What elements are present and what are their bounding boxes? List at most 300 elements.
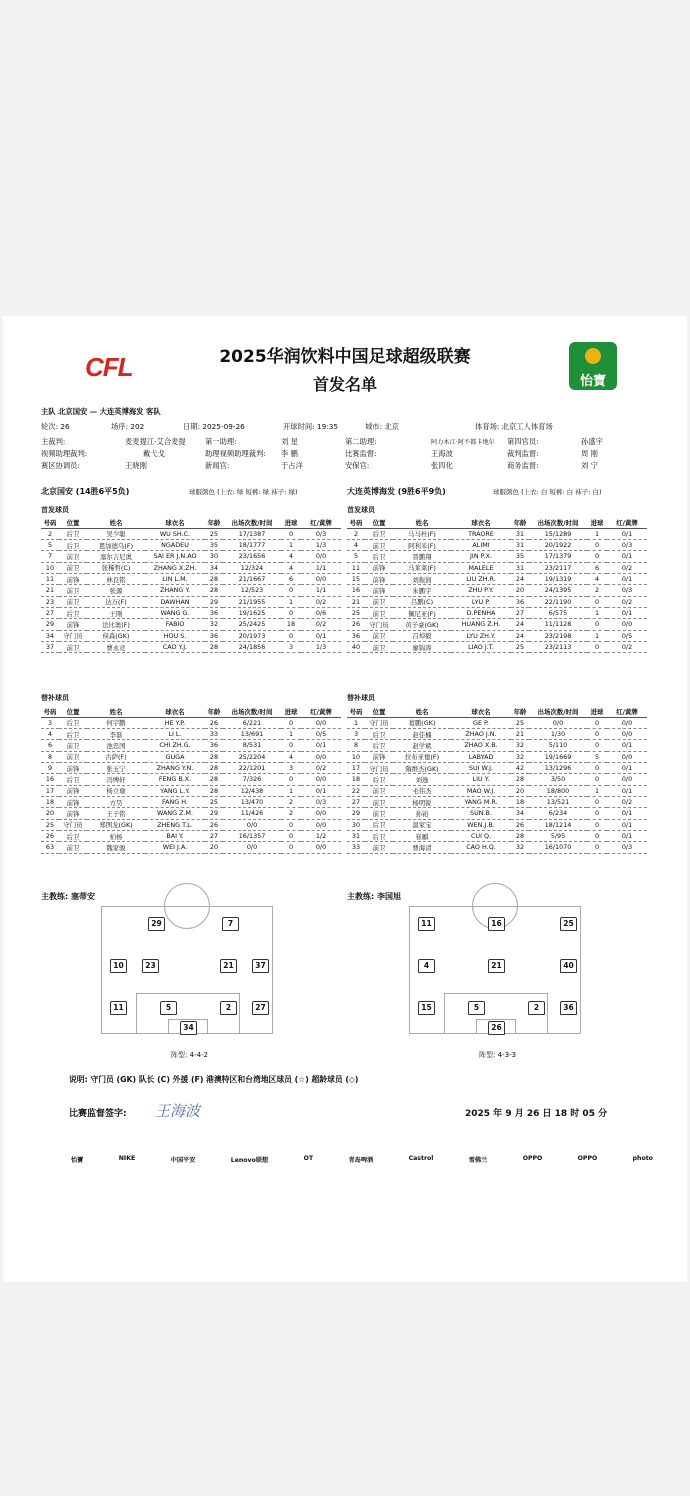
player-cell: 28 bbox=[205, 573, 223, 584]
player-cell: 后卫 bbox=[59, 717, 87, 728]
player-cell: 9 bbox=[41, 762, 59, 773]
player-cell: 35 bbox=[511, 551, 529, 562]
label: 第四官员: bbox=[507, 437, 539, 446]
player-cell: 11/426 bbox=[223, 808, 281, 819]
player-cell: 18 bbox=[511, 796, 529, 807]
player-cell: 赵佳楠 bbox=[393, 728, 451, 739]
player-cell: 23 bbox=[41, 596, 59, 607]
player-cell: 19/1669 bbox=[529, 751, 587, 762]
shirt-icon: 11 bbox=[110, 1001, 127, 1015]
player-cell: 前锋 bbox=[59, 573, 87, 584]
player-cell: 25 bbox=[205, 796, 223, 807]
player-cell: 0/2 bbox=[607, 796, 647, 807]
player-cell: 前锋 bbox=[365, 573, 393, 584]
player-cell: 0 bbox=[281, 842, 301, 853]
player-row bbox=[347, 785, 647, 796]
player-cell: HUANG Z.H. bbox=[451, 619, 511, 630]
player-cell: 23/1656 bbox=[223, 551, 281, 562]
round: 轮次: 26 bbox=[41, 422, 70, 431]
column-header: 年龄 bbox=[511, 517, 529, 528]
player-cell: 1/3 bbox=[301, 539, 341, 550]
column-header: 姓名 bbox=[393, 706, 451, 717]
player-cell: 阿利米(F) bbox=[393, 539, 451, 550]
player-cell: 13/1296 bbox=[529, 762, 587, 773]
home-formation: 阵型: 4-4-2 bbox=[171, 1051, 208, 1059]
column-header: 号码 bbox=[347, 706, 365, 717]
player-cell: 0/1 bbox=[607, 830, 647, 841]
player-cell: 毛伟杰 bbox=[393, 785, 451, 796]
column-header: 出场次数/时间 bbox=[529, 706, 587, 717]
player-cell: LIU ZH.R. bbox=[451, 573, 511, 584]
player-cell: 0/1 bbox=[607, 573, 647, 584]
player-cell: 前锋 bbox=[59, 808, 87, 819]
column-header: 出场次数/时间 bbox=[223, 517, 281, 528]
player-cell: 0 bbox=[587, 830, 607, 841]
player-cell: LYU ZH.Y. bbox=[451, 630, 511, 641]
player-cell: LIN L.M. bbox=[145, 573, 205, 584]
sponsor-logo: Castrol bbox=[408, 1155, 434, 1162]
player-cell: 25 bbox=[205, 528, 223, 539]
shirt-icon: 2 bbox=[220, 1001, 237, 1015]
player-cell: BAI Y. bbox=[145, 830, 205, 841]
player-cell: 29 bbox=[205, 596, 223, 607]
away-coach bbox=[347, 891, 401, 902]
player-row bbox=[41, 842, 341, 853]
player-cell: 1 bbox=[281, 785, 301, 796]
referee: 麦麦提江·艾合麦提 bbox=[125, 437, 186, 446]
player-cell: WANG Z.M. bbox=[145, 808, 205, 819]
player-cell: 6/234 bbox=[529, 808, 587, 819]
player-cell: 36 bbox=[205, 740, 223, 751]
player-cell: 8/531 bbox=[223, 740, 281, 751]
column-header: 红/黄牌 bbox=[607, 517, 647, 528]
coordinator: 王晓刚 bbox=[125, 461, 147, 470]
player-cell: JIN P.X. bbox=[451, 551, 511, 562]
player-cell: 3 bbox=[281, 641, 301, 652]
referee-assessor: 周 刚 bbox=[581, 449, 598, 458]
player-cell: 前卫 bbox=[59, 751, 87, 762]
player-cell: 0/0 bbox=[529, 717, 587, 728]
player-cell: 12/324 bbox=[223, 562, 281, 573]
commercial-supervisor: 刘 宁 bbox=[581, 461, 598, 470]
player-cell: 1 bbox=[587, 630, 607, 641]
player-cell: CAO H.Q. bbox=[451, 842, 511, 853]
sheet-title: 首发名单 bbox=[312, 375, 377, 394]
shirt-icon: 21 bbox=[220, 959, 237, 973]
player-cell: 0/0 bbox=[223, 819, 281, 830]
column-header: 号码 bbox=[347, 517, 365, 528]
away-formation: 阵型: 4-3-3 bbox=[479, 1051, 516, 1059]
player-row bbox=[41, 562, 341, 573]
player-row bbox=[41, 830, 341, 841]
player-cell: 后卫 bbox=[365, 774, 393, 785]
player-cell: 18/800 bbox=[529, 785, 587, 796]
player-row bbox=[41, 630, 341, 641]
player-cell: 29 bbox=[41, 619, 59, 630]
player-row bbox=[347, 619, 647, 630]
player-cell: 4 bbox=[347, 539, 365, 550]
sponsor-logo: photo bbox=[632, 1155, 653, 1162]
shirt-icon: 10 bbox=[110, 959, 127, 973]
player-cell: 前卫 bbox=[365, 630, 393, 641]
player-cell: 1 bbox=[281, 539, 301, 550]
player-cell: 0/1 bbox=[607, 740, 647, 751]
column-header: 姓名 bbox=[87, 706, 145, 717]
player-cell: 27 bbox=[205, 830, 223, 841]
player-cell: TRAORE bbox=[451, 528, 511, 539]
player-row bbox=[347, 528, 647, 539]
player-cell: 0 bbox=[281, 585, 301, 596]
player-cell: 前卫 bbox=[365, 641, 393, 652]
player-cell: 0/1 bbox=[607, 551, 647, 562]
var-referee: 戴弋戈 bbox=[143, 449, 165, 458]
player-cell: 15/1289 bbox=[529, 528, 587, 539]
press-officer: 于占洋 bbox=[281, 461, 303, 470]
column-header: 号码 bbox=[41, 706, 59, 717]
player-cell: 后卫 bbox=[59, 607, 87, 618]
player-cell: 4 bbox=[281, 551, 301, 562]
player-row bbox=[347, 774, 647, 785]
player-cell: 0/1 bbox=[607, 785, 647, 796]
column-header: 红/黄牌 bbox=[301, 706, 341, 717]
player-cell: 杨立瑜 bbox=[87, 785, 145, 796]
label: 视频助理裁判: bbox=[41, 449, 88, 458]
player-cell: NGADEU bbox=[145, 539, 205, 550]
player-cell: 0/2 bbox=[607, 596, 647, 607]
player-cell: 晋鹏翔 bbox=[393, 551, 451, 562]
shirt-icon: 36 bbox=[560, 1001, 577, 1015]
home-starters-title: 首发球员 bbox=[41, 506, 69, 514]
player-cell: 0/0 bbox=[301, 842, 341, 853]
player-cell: 28 bbox=[205, 751, 223, 762]
column-header: 位置 bbox=[59, 517, 87, 528]
shirt-icon: 40 bbox=[560, 959, 577, 973]
player-cell: 后卫 bbox=[365, 528, 393, 539]
column-header: 姓名 bbox=[393, 517, 451, 528]
player-cell: 0/2 bbox=[301, 762, 341, 773]
player-cell: 孙铂 bbox=[393, 808, 451, 819]
player-cell: 前锋 bbox=[59, 619, 87, 630]
player-cell: 0 bbox=[281, 830, 301, 841]
player-cell: 0 bbox=[281, 740, 301, 751]
player-cell: 21/1955 bbox=[223, 596, 281, 607]
player-cell: 13/691 bbox=[223, 728, 281, 739]
shirt-icon: 4 bbox=[418, 959, 435, 973]
player-cell: 21 bbox=[347, 596, 365, 607]
player-row bbox=[41, 717, 341, 728]
player-cell: 0/3 bbox=[607, 585, 647, 596]
player-cell: 温家宝 bbox=[393, 819, 451, 830]
venue: 体育场: 北京工人体育场 bbox=[475, 422, 553, 431]
player-cell: 17/1379 bbox=[529, 551, 587, 562]
player-cell: 15 bbox=[347, 573, 365, 584]
column-header: 出场次数/时间 bbox=[529, 517, 587, 528]
player-cell: 0 bbox=[281, 528, 301, 539]
player-cell: 25/2204 bbox=[223, 751, 281, 762]
player-row bbox=[347, 585, 647, 596]
player-cell: 1 bbox=[281, 728, 301, 739]
player-cell: 后卫 bbox=[365, 830, 393, 841]
player-cell: 0/0 bbox=[607, 717, 647, 728]
player-cell: 0 bbox=[281, 774, 301, 785]
player-cell: 26 bbox=[41, 830, 59, 841]
player-cell: 23/2198 bbox=[529, 630, 587, 641]
player-cell: WEI J.A. bbox=[145, 842, 205, 853]
player-cell: 0 bbox=[587, 728, 607, 739]
player-cell: 6 bbox=[41, 740, 59, 751]
player-cell: 21 bbox=[41, 585, 59, 596]
player-cell: ZHAO X.B. bbox=[451, 740, 511, 751]
player-cell: 0/0 bbox=[301, 808, 341, 819]
away-starters-table bbox=[347, 517, 647, 653]
column-header: 位置 bbox=[365, 517, 393, 528]
player-cell: 8 bbox=[41, 751, 59, 762]
player-cell: 0/2 bbox=[607, 641, 647, 652]
player-cell: 36 bbox=[347, 630, 365, 641]
player-cell: 18/1214 bbox=[529, 819, 587, 830]
label: 主教练: bbox=[41, 892, 69, 901]
player-cell: 前卫 bbox=[365, 796, 393, 807]
player-row bbox=[347, 630, 647, 641]
player-cell: YANG L.Y. bbox=[145, 785, 205, 796]
player-cell: 后卫 bbox=[59, 774, 87, 785]
player-cell: 前锋 bbox=[365, 751, 393, 762]
player-cell: 拉布亚德(F) bbox=[393, 751, 451, 762]
column-header: 位置 bbox=[365, 706, 393, 717]
player-cell: 后卫 bbox=[365, 819, 393, 830]
shirt-icon: 15 bbox=[418, 1001, 435, 1015]
player-cell: ZHENG T.L. bbox=[145, 819, 205, 830]
player-cell: 20 bbox=[511, 785, 529, 796]
player-cell: 4 bbox=[281, 751, 301, 762]
assistant-1: 刘 星 bbox=[281, 437, 298, 446]
player-cell: 0/3 bbox=[301, 528, 341, 539]
player-cell: 后卫 bbox=[59, 528, 87, 539]
player-row bbox=[347, 830, 647, 841]
player-cell: 前卫 bbox=[59, 842, 87, 853]
player-cell: 16 bbox=[41, 774, 59, 785]
label: 主教练: bbox=[347, 892, 375, 901]
match-no: 场序: 202 bbox=[111, 422, 145, 431]
player-cell: 5 bbox=[587, 751, 607, 762]
player-cell: 0/2 bbox=[301, 596, 341, 607]
player-cell: SUI W.J. bbox=[451, 762, 511, 773]
home-subs-title: 替补球员 bbox=[41, 694, 69, 702]
player-cell: 0/0 bbox=[607, 774, 647, 785]
player-cell: 守门员 bbox=[365, 717, 393, 728]
sponsor-logo: 中国平安 bbox=[170, 1157, 196, 1164]
player-row bbox=[41, 774, 341, 785]
player-cell: 0/0 bbox=[301, 774, 341, 785]
player-cell: 0 bbox=[587, 808, 607, 819]
column-header: 球衣名 bbox=[145, 706, 205, 717]
player-cell: 前锋 bbox=[59, 785, 87, 796]
sponsor-logo: OPPO bbox=[577, 1155, 598, 1162]
player-cell: 0/0 bbox=[607, 728, 647, 739]
player-cell: 3/50 bbox=[529, 774, 587, 785]
player-cell: 前锋 bbox=[365, 562, 393, 573]
shirt-icon: 27 bbox=[252, 1001, 269, 1015]
player-cell: 0/1 bbox=[301, 630, 341, 641]
player-cell: 法比奥(F) bbox=[87, 619, 145, 630]
column-header: 出场次数/时间 bbox=[223, 706, 281, 717]
column-header: 进球 bbox=[587, 706, 607, 717]
away-subs-table bbox=[347, 706, 647, 854]
player-cell: 11 bbox=[41, 573, 59, 584]
player-cell: 28 bbox=[205, 785, 223, 796]
player-cell: 前卫 bbox=[365, 607, 393, 618]
player-cell: 前卫 bbox=[365, 785, 393, 796]
player-cell: 26 bbox=[205, 819, 223, 830]
player-cell: 吕焯毅 bbox=[393, 630, 451, 641]
cfl-logo: CFL bbox=[85, 352, 133, 382]
player-cell: 0 bbox=[587, 740, 607, 751]
player-cell: 26 bbox=[511, 819, 529, 830]
player-cell: 28 bbox=[205, 774, 223, 785]
player-cell: 4 bbox=[41, 728, 59, 739]
away-team-name: 大连英博海发 (9胜6平9负) bbox=[347, 487, 446, 496]
player-cell: 36 bbox=[205, 607, 223, 618]
player-cell: DAWHAN bbox=[145, 596, 205, 607]
player-cell: HE Y.P. bbox=[145, 717, 205, 728]
player-cell: 40 bbox=[347, 641, 365, 652]
player-cell: 25/2425 bbox=[223, 619, 281, 630]
player-cell: 7 bbox=[41, 551, 59, 562]
player-cell: ZHU P.Y. bbox=[451, 585, 511, 596]
column-header: 球衣名 bbox=[145, 517, 205, 528]
player-cell: 30 bbox=[347, 819, 365, 830]
player-cell: 0/1 bbox=[607, 762, 647, 773]
column-header: 号码 bbox=[41, 517, 59, 528]
player-cell: 30 bbox=[205, 551, 223, 562]
player-row bbox=[41, 728, 341, 739]
player-row bbox=[347, 808, 647, 819]
player-row bbox=[41, 619, 341, 630]
player-cell: 34 bbox=[511, 808, 529, 819]
player-cell: 10 bbox=[347, 751, 365, 762]
player-row bbox=[347, 562, 647, 573]
player-cell: 柏杨 bbox=[87, 830, 145, 841]
player-cell: 6 bbox=[281, 573, 301, 584]
player-cell: 27 bbox=[41, 607, 59, 618]
player-cell: 0 bbox=[587, 819, 607, 830]
player-cell: 0/0 bbox=[301, 751, 341, 762]
player-cell: 33 bbox=[205, 728, 223, 739]
player-cell: 0/0 bbox=[607, 751, 647, 762]
player-cell: 31 bbox=[511, 562, 529, 573]
player-cell: 21 bbox=[511, 728, 529, 739]
player-cell: 32 bbox=[511, 842, 529, 853]
player-cell: 22/1201 bbox=[223, 762, 281, 773]
player-cell: 0 bbox=[281, 630, 301, 641]
player-cell: 前卫 bbox=[365, 842, 393, 853]
player-row bbox=[41, 641, 341, 652]
player-cell: 6 bbox=[587, 562, 607, 573]
player-cell: 1/30 bbox=[529, 728, 587, 739]
player-cell: 吴少聪 bbox=[87, 528, 145, 539]
player-cell: 19/1625 bbox=[223, 607, 281, 618]
away-coach-name: 李国旭 bbox=[377, 892, 401, 901]
player-cell: 3 bbox=[347, 728, 365, 739]
player-cell: 2 bbox=[281, 796, 301, 807]
label: 助理视频助理裁判: bbox=[205, 449, 266, 458]
security-officer: 张四化 bbox=[431, 461, 453, 470]
player-cell: 0/0 bbox=[223, 842, 281, 853]
player-cell: 前卫 bbox=[365, 539, 393, 550]
player-cell: 魏家骏 bbox=[87, 842, 145, 853]
player-cell: 27 bbox=[511, 607, 529, 618]
player-cell: MAO W.J. bbox=[451, 785, 511, 796]
away-subs-title: 替补球员 bbox=[347, 694, 375, 702]
player-cell: 前卫 bbox=[59, 551, 87, 562]
sponsor-logo: 怡寶 bbox=[71, 1157, 84, 1164]
player-cell: 5/95 bbox=[529, 830, 587, 841]
player-cell: 0 bbox=[587, 774, 607, 785]
lineup-sheet bbox=[3, 316, 687, 1282]
player-cell: 32 bbox=[511, 740, 529, 751]
player-cell: 63 bbox=[41, 842, 59, 853]
player-cell: 1 bbox=[347, 717, 365, 728]
match-line: 主队 北京国安 — 大连英博海发 客队 bbox=[41, 407, 161, 416]
shirt-icon: 23 bbox=[142, 959, 159, 973]
column-header: 年龄 bbox=[511, 706, 529, 717]
player-cell: 0 bbox=[281, 607, 301, 618]
player-cell: 0 bbox=[587, 539, 607, 550]
player-cell: 16/1070 bbox=[529, 842, 587, 853]
player-cell: 7/326 bbox=[223, 774, 281, 785]
player-cell: 0/0 bbox=[301, 819, 341, 830]
shirt-icon: 5 bbox=[160, 1001, 177, 1015]
player-cell: CAO Y.J. bbox=[145, 641, 205, 652]
player-cell: 0/5 bbox=[607, 630, 647, 641]
player-cell: 杨明锐 bbox=[393, 796, 451, 807]
player-cell: 17 bbox=[347, 762, 365, 773]
player-cell: 0 bbox=[587, 717, 607, 728]
player-cell: 0/0 bbox=[607, 619, 647, 630]
player-cell: 23/2113 bbox=[529, 641, 587, 652]
player-cell: 12/523 bbox=[223, 585, 281, 596]
player-cell: 16 bbox=[347, 585, 365, 596]
player-cell: CHI ZH.G. bbox=[145, 740, 205, 751]
player-cell: 0/0 bbox=[301, 551, 341, 562]
player-cell: D.PENHA bbox=[451, 607, 511, 618]
player-cell: 王刚 bbox=[87, 607, 145, 618]
player-cell: 0/2 bbox=[607, 562, 647, 573]
header-row bbox=[347, 517, 647, 528]
player-cell: SUN.B. bbox=[451, 808, 511, 819]
shirt-icon: 16 bbox=[488, 917, 505, 931]
player-cell: ZHANG X.ZH. bbox=[145, 562, 205, 573]
player-cell: 守门员 bbox=[59, 819, 87, 830]
player-row bbox=[347, 717, 647, 728]
player-cell: LIAO J.T. bbox=[451, 641, 511, 652]
column-header: 进球 bbox=[281, 706, 301, 717]
player-cell: 郑图龙(GK) bbox=[87, 819, 145, 830]
player-cell: 32 bbox=[205, 619, 223, 630]
sponsor-logo: NIKE bbox=[118, 1155, 136, 1162]
player-cell: 0/1 bbox=[301, 740, 341, 751]
player-cell: 后卫 bbox=[59, 728, 87, 739]
label: 第一助理: bbox=[205, 437, 237, 446]
player-cell: 0 bbox=[587, 551, 607, 562]
player-cell: 前卫 bbox=[59, 740, 87, 751]
player-cell: 10 bbox=[41, 562, 59, 573]
player-cell: 22/1190 bbox=[529, 596, 587, 607]
player-cell: 0/3 bbox=[607, 539, 647, 550]
player-cell: 后卫 bbox=[365, 728, 393, 739]
player-cell: 6/575 bbox=[529, 607, 587, 618]
player-cell: 11/1128 bbox=[529, 619, 587, 630]
